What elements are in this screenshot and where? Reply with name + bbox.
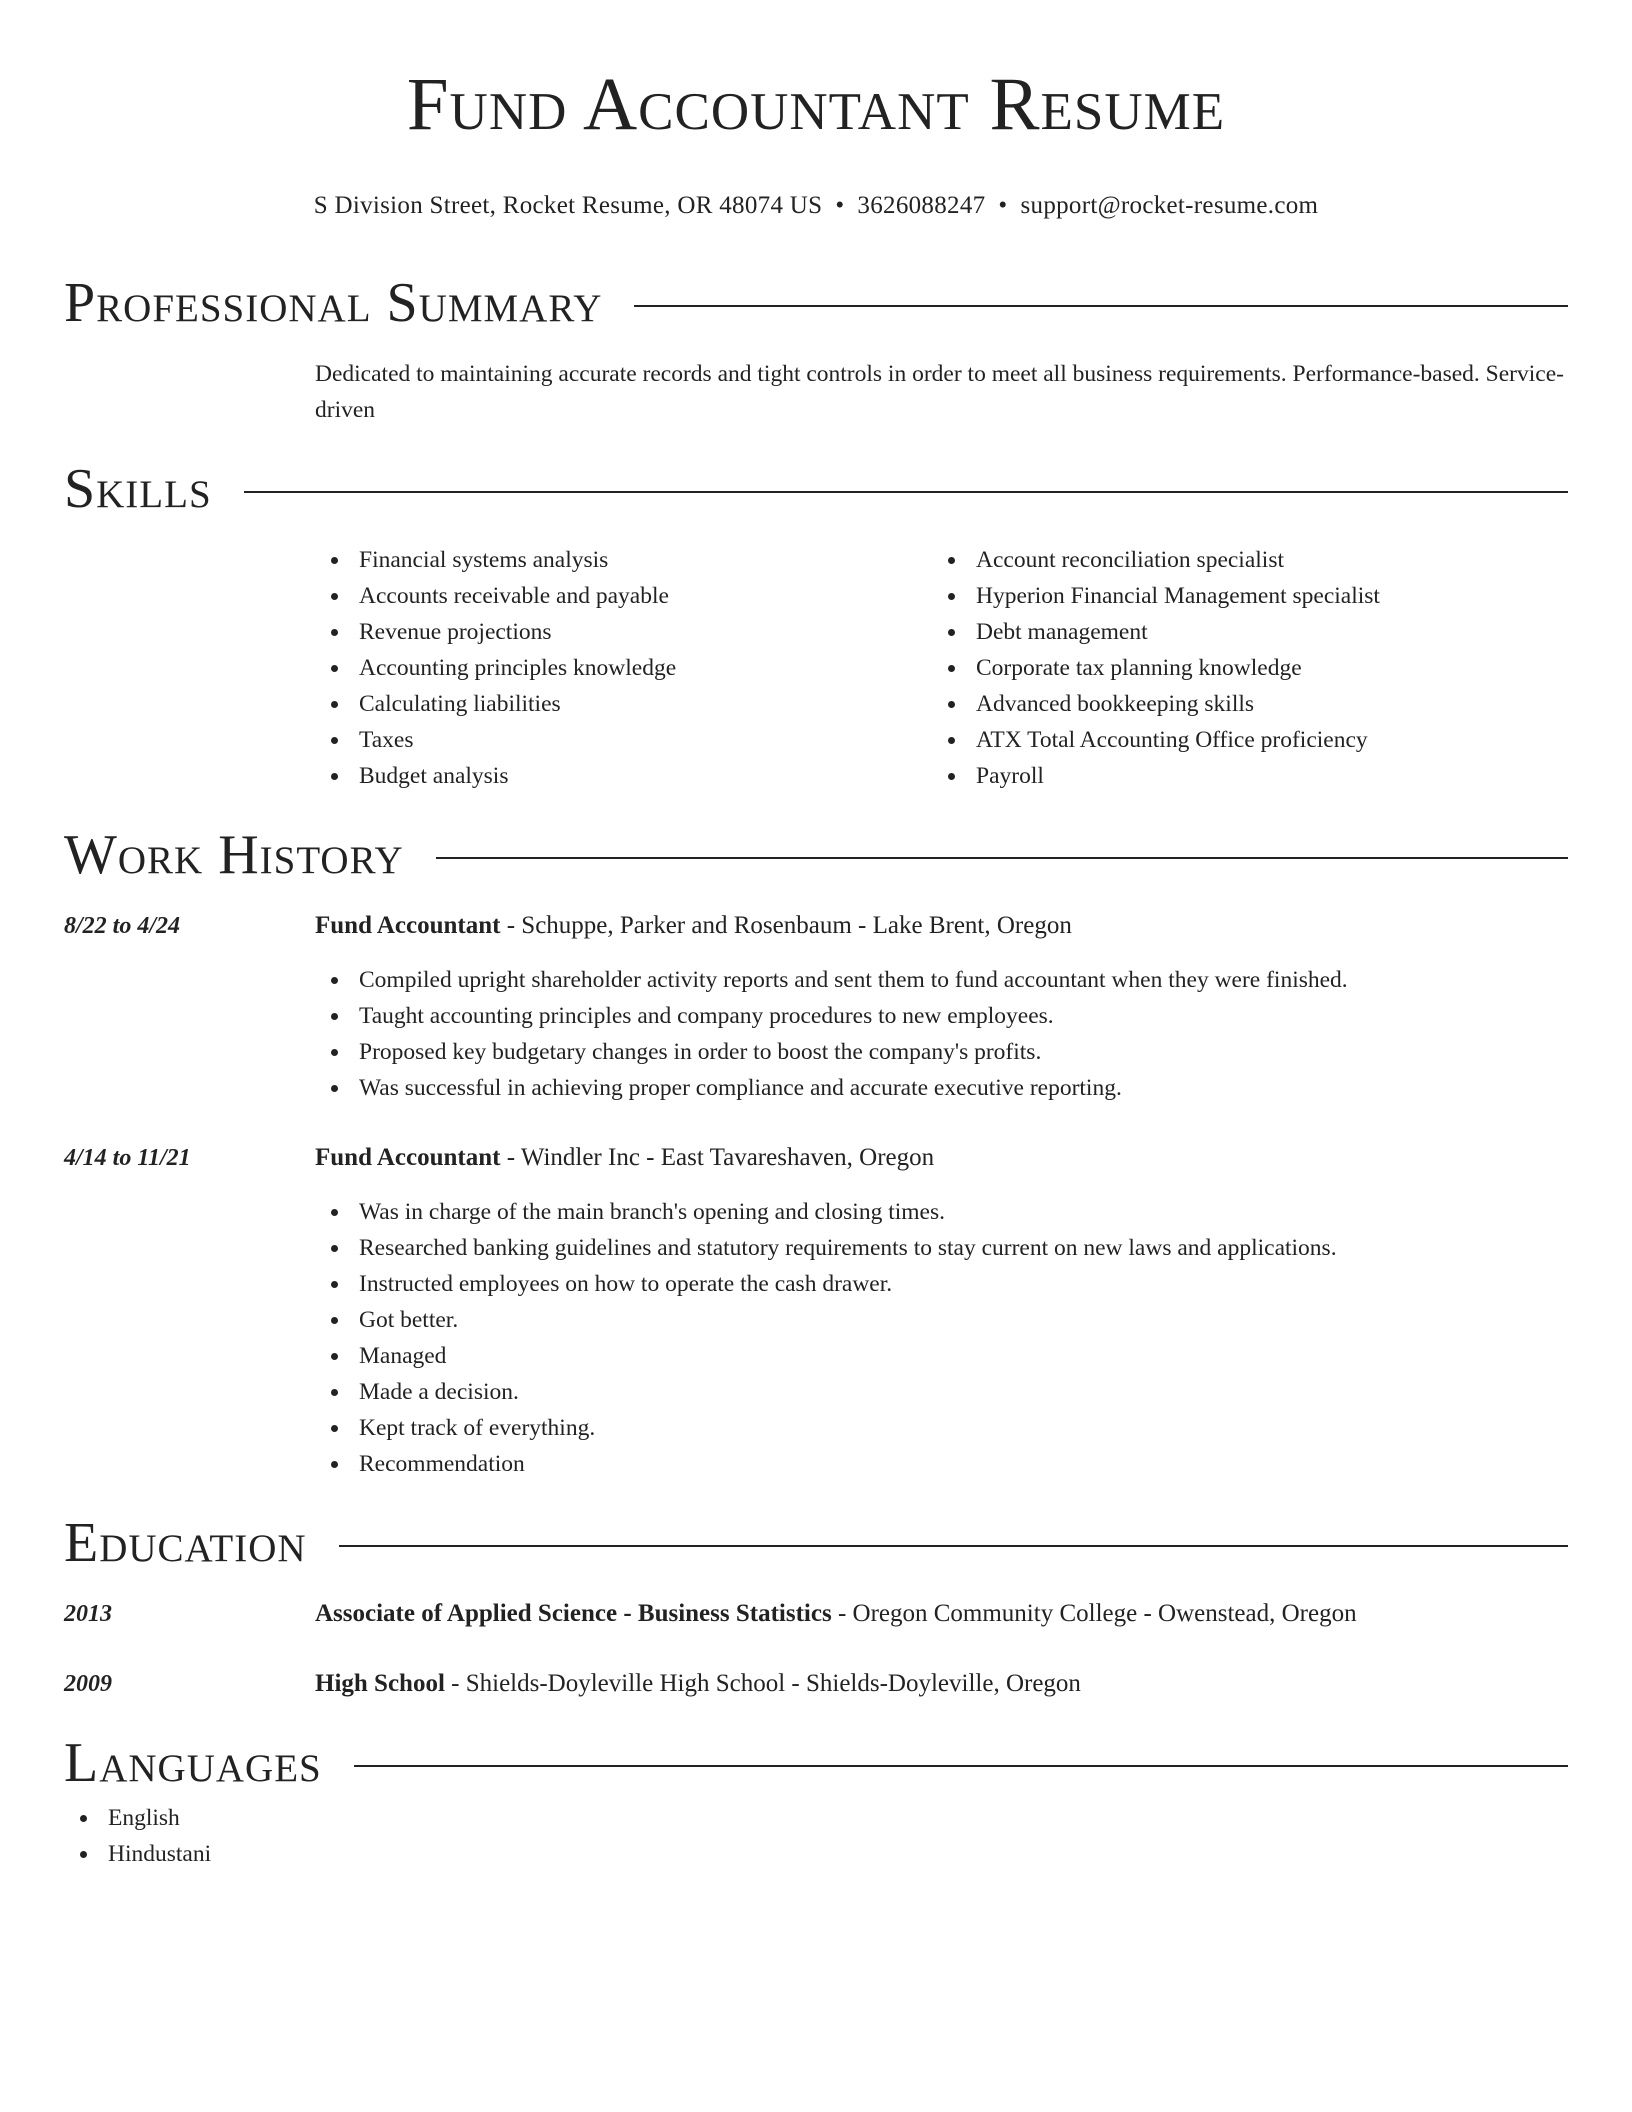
languages-list [64,1800,1568,1872]
list-item: Accounting principles knowledge [315,650,932,686]
work-heading: Work History [64,824,404,886]
summary-text: Dedicated to maintaining accurate records and tight controls in order to meet all business requirements. Performance-based. Service-driven [315,361,1564,423]
contact-separator: • [998,192,1008,219]
education-degree: High School [315,1670,445,1697]
languages-section-header [64,1726,1568,1800]
list-item: Advanced bookkeeping skills [932,686,1549,722]
list-item: ATX Total Accounting Office proficiency [932,722,1549,758]
contact-email: support@rocket-resume.com [1020,192,1319,219]
list-item: Hindustani [64,1836,1568,1872]
job-entry [64,1140,1568,1482]
education-year: 2009 [64,1671,112,1697]
job-bullets [315,1194,1337,1482]
job-dates: 8/22 to 4/24 [64,913,181,939]
education-headline [315,1666,1081,1702]
list-item: Corporate tax planning knowledge [932,650,1549,686]
job-details: - Windler Inc - East Tavareshaven, Oregon [500,1144,935,1171]
section-divider [634,305,1568,307]
list-item: English [64,1800,1568,1836]
job-bullets [315,962,1348,1106]
section-divider [436,857,1568,859]
section-divider [244,491,1568,493]
list-item: Was in charge of the main branch's opening and closing times. [315,1194,1337,1230]
summary-heading: Professional Summary [64,272,603,334]
job-title: Fund Accountant [315,912,501,939]
contact-separator: • [835,192,845,219]
list-item: Debt management [932,614,1549,650]
list-item: Instructed employees on how to operate the cash drawer. [315,1266,1337,1302]
job-body [315,1140,1337,1482]
work-section-header [64,818,1568,892]
education-heading: Education [64,1512,307,1574]
job-body [315,908,1348,1106]
list-item: Hyperion Financial Management specialist [932,578,1549,614]
education-degree: Associate of Applied Science - Business Statistics [315,1600,832,1627]
list-item: Revenue projections [315,614,932,650]
job-headline [315,1140,1337,1176]
education-details: - Shields-Doyleville High School - Shields-Doyleville, Oregon [444,1670,1081,1697]
education-section-header [64,1506,1568,1580]
skills-section-header [64,452,1568,526]
job-details: - Schuppe, Parker and Rosenbaum - Lake Brent, Oregon [500,912,1072,939]
list-item: Financial systems analysis [315,542,932,578]
job-title: Fund Accountant [315,1144,501,1171]
list-item: Made a decision. [315,1374,1337,1410]
languages-heading: Languages [64,1732,322,1794]
list-item: Managed [315,1338,1337,1374]
list-item: Calculating liabilities [315,686,932,722]
resume-title: Fund Accountant Resume [406,63,1226,146]
list-item: Payroll [932,758,1549,794]
contact-address: S Division Street, Rocket Resume, OR 48074 US [313,192,823,219]
summary-section-header [64,266,1568,340]
list-item: Compiled upright shareholder activity reports and sent them to fund accountant when they were finished. [315,962,1348,998]
education-details: - Oregon Community College - Owenstead, Oregon [831,1600,1357,1627]
job-entry [64,908,1568,1106]
contact-line [64,190,1568,222]
skills-grid [315,542,1568,794]
job-dates: 4/14 to 11/21 [64,1145,191,1171]
section-divider [339,1545,1568,1547]
education-year: 2013 [64,1601,112,1627]
contact-phone: 3626088247 [857,192,986,219]
skills-list-right [932,542,1549,794]
education-headline [315,1596,1357,1632]
list-item: Kept track of everything. [315,1410,1337,1446]
list-item: Recommendation [315,1446,1337,1482]
list-item: Account reconciliation specialist [932,542,1549,578]
list-item: Got better. [315,1302,1337,1338]
skills-heading: Skills [64,458,212,520]
list-item: Taxes [315,722,932,758]
education-entry [64,1666,1568,1702]
education-entry [64,1596,1568,1632]
list-item: Accounts receivable and payable [315,578,932,614]
list-item: Budget analysis [315,758,932,794]
skills-list-left [315,542,932,794]
list-item: Researched banking guidelines and statutory requirements to stay current on new laws and applications. [315,1230,1337,1266]
list-item: Was successful in achieving proper compliance and accurate executive reporting. [315,1070,1348,1106]
job-headline [315,908,1348,944]
list-item: Proposed key budgetary changes in order to boost the company's profits. [315,1034,1348,1070]
section-divider [354,1765,1568,1767]
list-item: Taught accounting principles and company procedures to new employees. [315,998,1348,1034]
